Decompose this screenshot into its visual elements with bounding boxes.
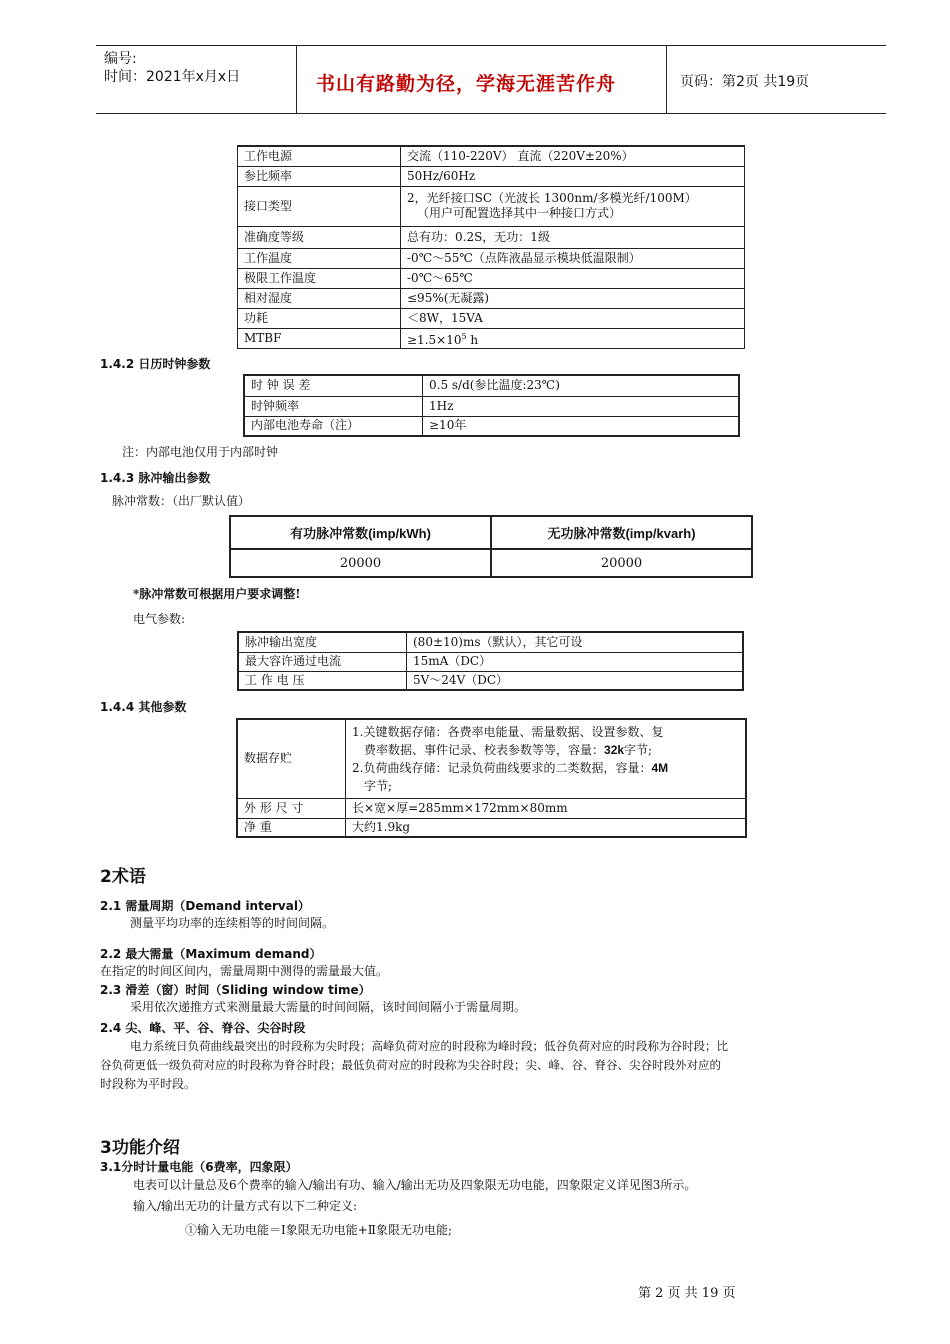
clock-key: 时 钟 误 差 [244,375,423,396]
spec-key: 相对湿度 [238,288,401,308]
spec-key: 极限工作温度 [238,268,401,288]
func-3-1-text1: 电表可以计量总及6个费率的输入/输出有功、输入/输出无功及四象限无功电能，四象限定义详见图3所示。 [133,1178,697,1192]
func-3-1-text3: ①输入无功电能＝Ⅰ象限无功电能+Ⅱ象限无功电能; [185,1223,452,1237]
func-3-1-title: 3.1分时计量电能（6费率，四象限） [100,1160,298,1174]
storage-key: 数据存贮 [237,719,346,798]
other-params-table [236,718,747,838]
term-2-3-text: 采用依次递推方式来测量最大需量的时间间隔，该时间间隔小于需量周期。 [130,1000,527,1014]
elec-key: 脉冲输出宽度 [238,632,407,652]
storage-value: 1.关键数据存储：各费率电能量、需量数据、设置参数、复 费率数据、事件记录、校表参数等等，容量：32k字节; 2.负荷曲线存储：记录负荷曲线要求的二类数据，容量：4M 字节; [346,719,747,798]
func-3-1-text2: 输入/输出无功的计量方式有以下二种定义: [133,1199,358,1213]
spec-value: 50Hz/60Hz [401,166,745,186]
term-2-4-text-line3: 时段称为平时段。 [100,1077,197,1091]
term-2-2-title: 2.2 最大需量（Maximum demand） [100,947,322,961]
term-2-4-title: 2.4 尖、峰、平、谷、脊谷、尖谷时段 [100,1021,306,1035]
spec-value: 2，光纤接口SC（光波长 1300nm/多模光纤/100M） （用户可配置选择其中一种接口方式） [401,186,745,226]
header-motto: 书山有路勤为径，学海无涯苦作舟 [316,73,617,95]
term-2-1-title: 2.1 需量周期（Demand interval） [100,899,310,913]
weight-value: 大约1.9kg [346,818,747,837]
term-2-2-text: 在指定的时间区间内，需量周期中测得的需量最大值。 [100,964,389,978]
pulse-intro: 脉冲常数：（出厂默认值） [112,494,251,508]
spec-key: 功耗 [238,308,401,328]
spec-key: 准确度等级 [238,226,401,248]
active-pulse-header: 有功脉冲常数(imp/kWh) [230,516,491,549]
clock-value: 0.5 s/d(参比温度:23℃) [423,375,740,396]
elec-key: 工 作 电 压 [238,671,407,690]
elec-value: 5V～24V（DC） [407,671,744,690]
active-pulse-value: 20000 [230,549,491,577]
reactive-pulse-value: 20000 [491,549,752,577]
section-1-4-3-title: 1.4.3 脉冲输出参数 [100,471,211,485]
pulse-constant-table [229,515,753,578]
size-value: 长×宽×厚=285mm×172mm×80mm [346,798,747,818]
clock-value: 1Hz [423,396,740,416]
spec-value: -0℃～55℃（点阵液晶显示模块低温限制） [401,248,745,268]
spec-value: $\ge 1.5\times 10^5$ h [401,328,745,348]
pulse-adjust-note: *脉冲常数可根据用户要求调整! [133,587,301,601]
spec-value: ＜8W，15VA [401,308,745,328]
weight-key: 净 重 [237,818,346,837]
section-3-title: 3功能介绍 [100,1138,180,1158]
spec-value: ≤95%(无凝露) [401,288,745,308]
header-page-label: 页码：第2页 共19页 [680,74,810,90]
elec-value: (80±10)ms（默认），其它可设 [407,632,744,652]
spec-key: 参比频率 [238,166,401,186]
spec-value: 交流（110-220V） 直流（220V±20%） [401,146,745,166]
spec-key: MTBF [238,328,401,348]
reactive-pulse-header: 无功脉冲常数(imp/kvarh) [491,516,752,549]
elec-value: 15mA（DC） [407,652,744,671]
size-key: 外 形 尺 寸 [237,798,346,818]
section-1-4-2-title: 1.4.2 日历时钟参数 [100,357,211,371]
clock-note: 注：内部电池仅用于内部时钟 [122,445,279,459]
electrical-params-label: 电气参数: [133,612,186,626]
spec-value: -0℃～65℃ [401,268,745,288]
clock-key: 时钟频率 [244,396,423,416]
spec-key: 接口类型 [238,186,401,226]
doc-time-label: 时间：2021年x月x日 [104,69,241,85]
section-1-4-4-title: 1.4.4 其他参数 [100,700,187,714]
spec-key: 工作电源 [238,146,401,166]
term-2-3-title: 2.3 滑差（窗）时间（Sliding window time） [100,983,371,997]
term-2-1-text: 测量平均功率的连续相等的时间间隔。 [130,916,335,930]
electrical-table [237,631,744,691]
clock-value: ≥10年 [423,416,740,436]
clock-table [243,374,740,437]
spec-value: 总有功：0.2S，无功：1级 [401,226,745,248]
doc-code-label: 编号: [104,51,137,67]
term-2-4-text-line2: 谷负荷更低一级负荷对应的时段称为脊谷时段；最低负荷对应的时段称为尖谷时段；尖、峰、谷、脊谷、尖谷时段外对应的 [100,1058,721,1072]
spec-table [237,145,745,349]
page-footer: 第 2 页 共 19 页 [638,1286,736,1301]
elec-key: 最大容许通过电流 [238,652,407,671]
section-2-title: 2术语 [100,867,146,887]
term-2-4-text-line1: 电力系统日负荷曲线最突出的时段称为尖时段；高峰负荷对应的时段称为峰时段；低谷负荷对应的时段称为谷时段；比 [130,1039,728,1053]
spec-key: 工作温度 [238,248,401,268]
clock-key: 内部电池寿命（注） [244,416,423,436]
